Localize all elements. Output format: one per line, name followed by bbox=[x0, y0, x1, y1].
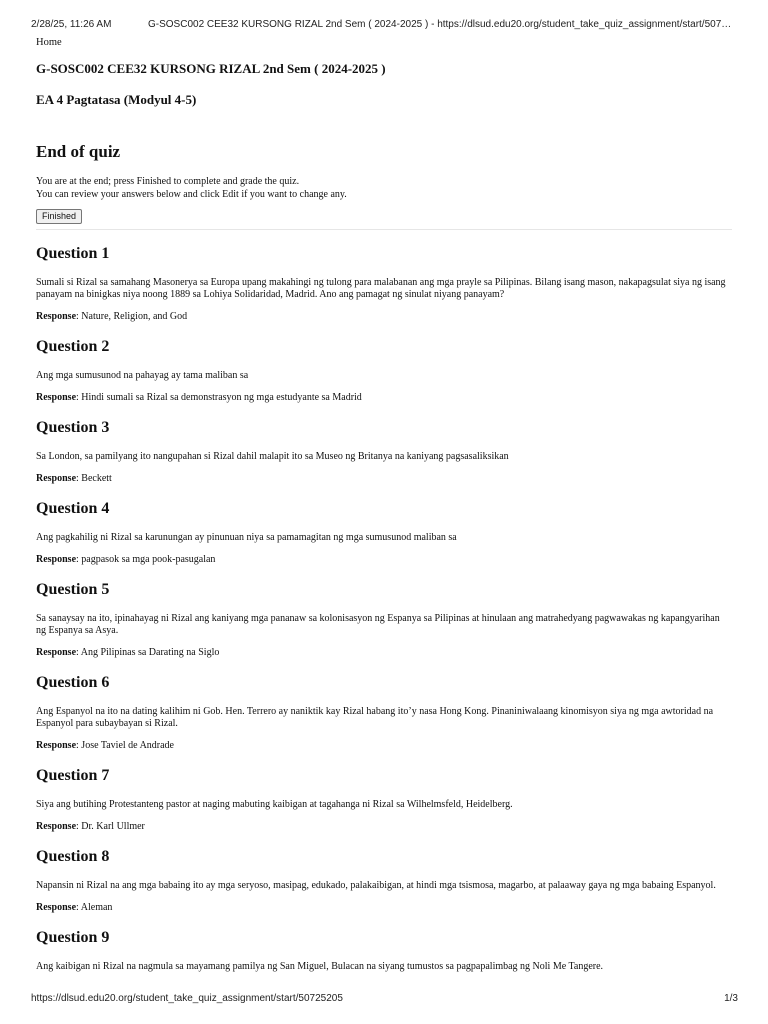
print-page-title: G-SOSC002 CEE32 KURSONG RIZAL 2nd Sem ( 2024-2025 ) - https://dlsud.edu20.org/student_take_quiz_assignment/start/507… bbox=[148, 19, 732, 30]
question-response: Response: pagpasok sa mga pook-pasugalan bbox=[36, 554, 216, 565]
question-block bbox=[36, 337, 732, 404]
question-title: Question 2 bbox=[36, 338, 110, 355]
print-timestamp: 2/28/25, 11:26 AM bbox=[31, 19, 112, 30]
end-of-quiz-heading: End of quiz bbox=[36, 142, 121, 161]
divider bbox=[36, 229, 732, 230]
question-text: Sumali si Rizal sa samahang Masonerya sa Europa upang makahingi ng tulong para malabanan ang mga prayle sa Pilipinas. Bilang isang mason, nakapagsulat siya ng isang panayam na binigkas niya noong 1889 sa Lohiya Solidaridad, Madrid. Ano ang pamagat ng sinulat niyang panayam? bbox=[36, 277, 726, 300]
question-response: Response: Nature, Religion, and God bbox=[36, 311, 188, 322]
question-title: Question 5 bbox=[36, 581, 110, 598]
question-text: Sa sanaysay na ito, ipinahayag ni Rizal ang kaniyang mga pananaw sa kolonisasyon ng Espanya sa Pilipinas at hinulaan ang matrahedyang pagwawakas ng kapangyarihan ng Espanya sa Asya. bbox=[36, 613, 720, 636]
quiz-content bbox=[36, 37, 732, 973]
quiz-instructions bbox=[36, 175, 732, 201]
question-title: Question 7 bbox=[36, 767, 110, 784]
response-value: pagpasok sa mga pook-pasugalan bbox=[81, 554, 216, 565]
question-response: Response: Hindi sumali sa Rizal sa demonstrasyon ng mga estudyante sa Madrid bbox=[36, 392, 362, 403]
course-title: G-SOSC002 CEE32 KURSONG RIZAL 2nd Sem ( 2024-2025 ) bbox=[36, 61, 386, 76]
question-response: Response: Jose Taviel de Andrade bbox=[36, 740, 174, 751]
question-text: Siya ang butihing Protestanteng pastor at naging mabuting kaibigan at tagahanga ni Rizal sa Wilhelmsfeld, Heidelberg. bbox=[36, 799, 513, 810]
question-title: Question 8 bbox=[36, 848, 110, 865]
response-value: Beckett bbox=[81, 473, 112, 484]
response-label: Response bbox=[36, 311, 77, 322]
print-header bbox=[31, 19, 738, 30]
response-value: Hindi sumali sa Rizal sa demonstrasyon ng mga estudyante sa Madrid bbox=[81, 392, 362, 403]
question-response: Response: Ang Pilipinas sa Darating na Siglo bbox=[36, 647, 220, 658]
response-label: Response bbox=[36, 392, 77, 403]
finished-button[interactable]: Finished bbox=[36, 209, 82, 224]
question-block bbox=[36, 418, 732, 485]
question-block bbox=[36, 244, 732, 323]
question-response: Response: Aleman bbox=[36, 902, 113, 913]
question-text: Ang Espanyol na ito na dating kalihim ni Gob. Hen. Terrero ay naniktik kay Rizal habang ito’y nasa Hong Kong. Pinaniniwalaang kinomisyon siya ng mga awtoridad na Espanyol para subaybayan si Rizal. bbox=[36, 706, 714, 729]
print-page-number: 1/3 bbox=[724, 993, 738, 1004]
question-text: Ang kaibigan ni Rizal na nagmula sa mayamang pamilya ng San Miguel, Bulacan na siyang tumustos sa pagpapalimbag ng Noli Me Tangere. bbox=[36, 961, 604, 972]
question-text: Ang mga sumusunod na pahayag ay tama maliban sa bbox=[36, 370, 249, 381]
response-label: Response bbox=[36, 821, 77, 832]
question-block bbox=[36, 766, 732, 833]
question-block bbox=[36, 673, 732, 752]
print-footer-url: https://dlsud.edu20.org/student_take_quiz_assignment/start/50725205 bbox=[31, 993, 343, 1004]
question-title: Question 6 bbox=[36, 674, 110, 691]
response-value: Nature, Religion, and God bbox=[81, 311, 188, 322]
question-list bbox=[36, 244, 732, 973]
response-label: Response bbox=[36, 902, 77, 913]
instruction-line: You can review your answers below and click Edit if you want to change any. bbox=[36, 189, 347, 200]
response-label: Response bbox=[36, 554, 77, 565]
question-text: Ang pagkahilig ni Rizal sa karunungan ay pinunuan niya sa pamamagitan ng mga sumusunod maliban sa bbox=[36, 532, 457, 543]
question-title: Question 4 bbox=[36, 500, 110, 517]
question-block bbox=[36, 580, 732, 659]
question-text: Napansin ni Rizal na ang mga babaing ito ay mga seryoso, masipag, edukado, palakaibigan, at hindi mga tsismosa, magarbo, at palaaway gaya ng mga babaing Espanyol. bbox=[36, 880, 716, 891]
question-block bbox=[36, 499, 732, 566]
question-response: Response: Dr. Karl Ullmer bbox=[36, 821, 145, 832]
question-title: Question 1 bbox=[36, 245, 110, 262]
response-label: Response bbox=[36, 647, 77, 658]
instruction-line: You are at the end; press Finished to complete and grade the quiz. bbox=[36, 176, 300, 187]
question-title: Question 9 bbox=[36, 929, 110, 946]
response-value: Aleman bbox=[80, 902, 113, 913]
response-label: Response bbox=[36, 473, 77, 484]
print-footer bbox=[31, 993, 738, 1004]
home-link[interactable]: Home bbox=[36, 37, 62, 48]
response-value: Jose Taviel de Andrade bbox=[81, 740, 174, 751]
response-value: Dr. Karl Ullmer bbox=[81, 821, 145, 832]
question-response: Response: Beckett bbox=[36, 473, 112, 484]
response-label: Response bbox=[36, 740, 77, 751]
question-title: Question 3 bbox=[36, 419, 110, 436]
question-block bbox=[36, 847, 732, 914]
quiz-title: EA 4 Pagtatasa (Modyul 4-5) bbox=[36, 92, 197, 107]
question-block bbox=[36, 928, 732, 973]
response-value: Ang Pilipinas sa Darating na Siglo bbox=[80, 647, 220, 658]
question-text: Sa London, sa pamilyang ito nangupahan si Rizal dahil malapit ito sa Museo ng Britanya na kaniyang pagsasaliksikan bbox=[36, 451, 509, 462]
